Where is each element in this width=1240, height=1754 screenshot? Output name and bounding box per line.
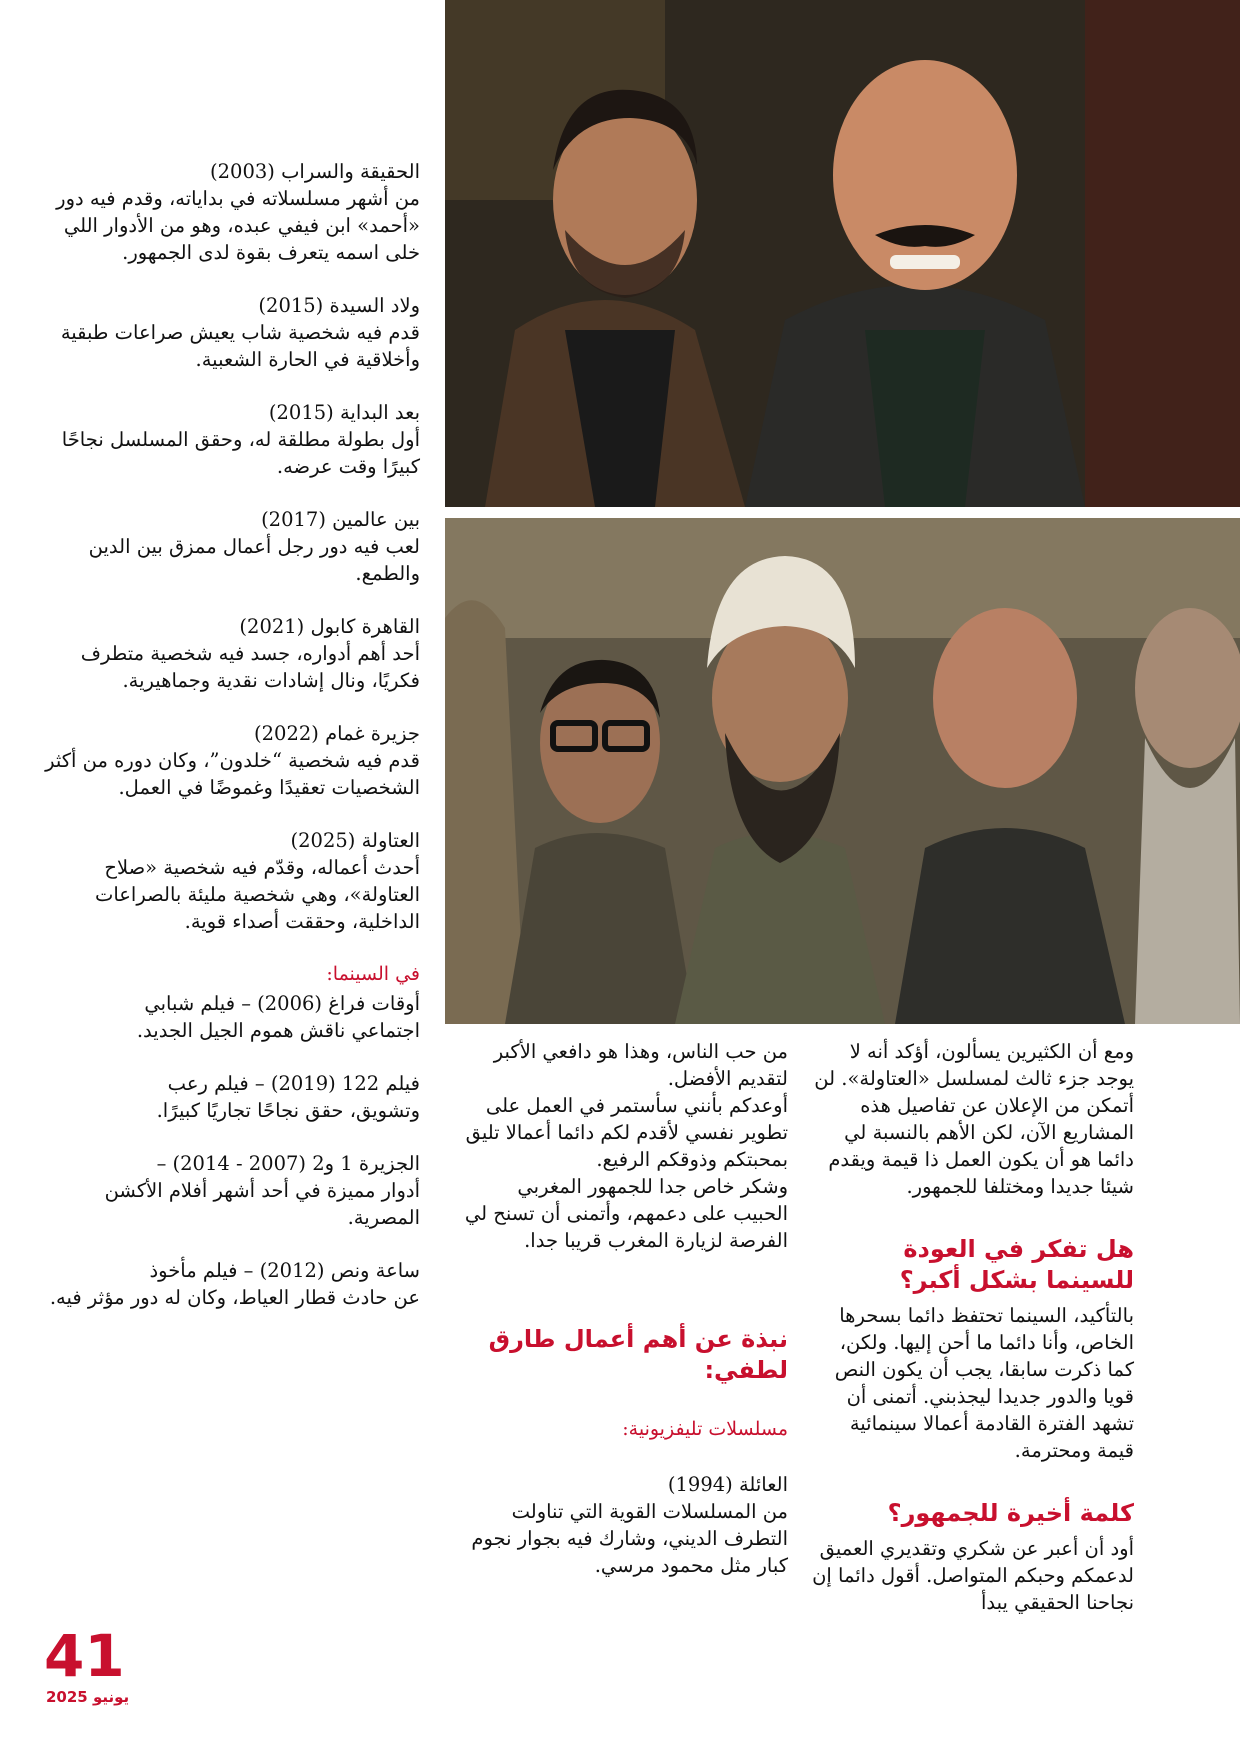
work-entry-1	[30, 292, 420, 373]
cinema-entry-2	[30, 1150, 420, 1231]
work-entry-6	[30, 827, 420, 935]
work-text: قدم فيه شخصية “خلدون”، وكان دوره من أكثر الشخصيات تعقيدًا وغموضًا في العمل.	[45, 749, 420, 799]
photo-two-actors	[445, 0, 1240, 507]
cinema-text: اجتماعي ناقش هموم الجيل الجديد.	[136, 1019, 420, 1042]
work-text: أحدث أعماله، وقدّم فيه شخصية «صلاح العتاولة»، وهي شخصية مليئة بالصراعات الداخلية، وحققت أصداء قوية.	[94, 856, 420, 933]
work-text: لعب فيه دور رجل أعمال ممزق بين الدين والطمع.	[88, 535, 420, 585]
issue-date: يونيو 2025	[46, 1688, 130, 1706]
works-heading: نبذة عن أهم أعمال طارق لطفي:	[488, 1325, 788, 1384]
cinema-title: الجزيرة 1 و2 (2007 - 2014) –	[156, 1152, 420, 1175]
work-title: القاهرة كابول (2021)	[239, 615, 420, 638]
cinema-entry-1	[30, 1070, 420, 1124]
cinema-entry-3	[30, 1257, 420, 1311]
work-title: جزيرة غمام (2022)	[254, 722, 420, 745]
closing-paragraph-3: وشكر خاص جدا للجمهور المغربي الحبيب على دعمهم، وأتمنى أن تسنح لي الفرصة لزيارة المغرب قريبا جدا.	[464, 1175, 788, 1252]
left-column	[30, 158, 420, 1337]
work-entry-2	[30, 399, 420, 480]
work-text: قدم فيه شخصية شاب يعيش صراعات طبقية وأخلاقية في الحارة الشعبية.	[60, 321, 420, 371]
work-entry-3	[30, 506, 420, 587]
cinema-text: أدوار مميزة في أحد أشهر أفلام الأكشن المصرية.	[104, 1179, 420, 1229]
cinema-entry-0	[30, 990, 420, 1044]
work-text: أحد أهم أدواره، جسد فيه شخصية متطرف فكريًا، ونال إشادات نقدية وجماهيرية.	[80, 642, 420, 692]
photo-series-poster	[445, 518, 1240, 1024]
cinema-heading: في السينما:	[326, 963, 420, 985]
work-entry-0	[30, 158, 420, 266]
closing-paragraph-1: من حب الناس، وهذا هو دافعي الأكبر لتقديم الأفضل.	[493, 1040, 788, 1090]
cinema-text: وتشويق، حقق نجاحًا تجاريًا كبيرًا.	[156, 1099, 420, 1122]
poster-illustration	[445, 518, 1240, 1024]
tv-series-heading: مسلسلات تليفزيونية:	[622, 1418, 788, 1440]
cinema-title: ساعة ونص (2012) – فيلم مأخوذ	[149, 1259, 420, 1282]
work-title: العائلة (1994)	[667, 1473, 788, 1496]
work-title: الحقيقة والسراب (2003)	[210, 160, 420, 183]
work-title: ولاد السيدة (2015)	[258, 294, 420, 317]
cinema-title: فيلم 122 (2019) – فيلم رعب	[167, 1072, 420, 1095]
answer-paragraph: ومع أن الكثيرين يسألون، أؤكد أنه لا يوجد جزء ثالث لمسلسل «العتاولة». لن أتمكن من الإعلان عن تفاصيل هذه المشاريع الآن، لكن الأهم بالنسبة لي دائما هو أن يكون العمل ذا قيمة ويقدم شيئا جديدا ومختلفا للجمهور.	[814, 1040, 1134, 1198]
answer-cinema: بالتأكيد، السينما تحتفظ دائما بسحرها الخاص، وأنا دائما ما أحن إليها. ولكن، كما ذكرت سابقا، يجب أن يكون النص قويا والدور جديدا ليجذبني. أتمنى أن تشهد الفترة القادمة أعمالا سينمائية قيمة ومحترمة.	[834, 1304, 1134, 1462]
work-entry-4	[30, 613, 420, 694]
question-final-word: كلمة أخيرة للجمهور؟	[887, 1499, 1134, 1527]
work-text: من المسلسلات القوية التي تناولت التطرف الديني، وشارك فيه بجوار نجوم كبار مثل محمود مرسي.	[471, 1500, 788, 1577]
work-title: العتاولة (2025)	[290, 829, 420, 852]
work-title: بين عالمين (2017)	[261, 508, 420, 531]
work-title: بعد البداية (2015)	[268, 401, 420, 424]
closing-paragraph-2: أوعدكم بأنني سأستمر في العمل على تطوير نفسي لأقدم لكم دائما أعمالا تليق بمحبتكم وذوقكم الرفيع.	[465, 1094, 788, 1171]
work-text: أول بطولة مطلقة له، وحقق المسلسل نجاحًا كبيرًا وقت عرضه.	[61, 428, 420, 478]
answer-final-word: أود أن أعبر عن شكري وتقديري العميق لدعمكم وحبكم المتواصل. أقول دائما إن نجاحنا الحقيقي يبدأ	[812, 1537, 1134, 1614]
cinema-title: أوقات فراغ (2006) – فيلم شبابي	[144, 992, 420, 1015]
right-column	[812, 1038, 1134, 1616]
question-cinema: هل تفكر في العودة للسينما بشكل أكبر؟	[899, 1235, 1134, 1294]
work-entry-5	[30, 720, 420, 801]
middle-column	[458, 1038, 788, 1579]
photo-illustration	[445, 0, 1240, 507]
cinema-text: عن حادث قطار العياط، وكان له دور مؤثر فيه.	[49, 1286, 420, 1309]
work-text: من أشهر مسلسلاته في بداياته، وقدم فيه دور «أحمد» ابن فيفي عبده، وهو من الأدوار اللي خلى اسمه يتعرف بقوة لدى الجمهور.	[56, 187, 420, 264]
page-number: 41	[44, 1622, 125, 1690]
